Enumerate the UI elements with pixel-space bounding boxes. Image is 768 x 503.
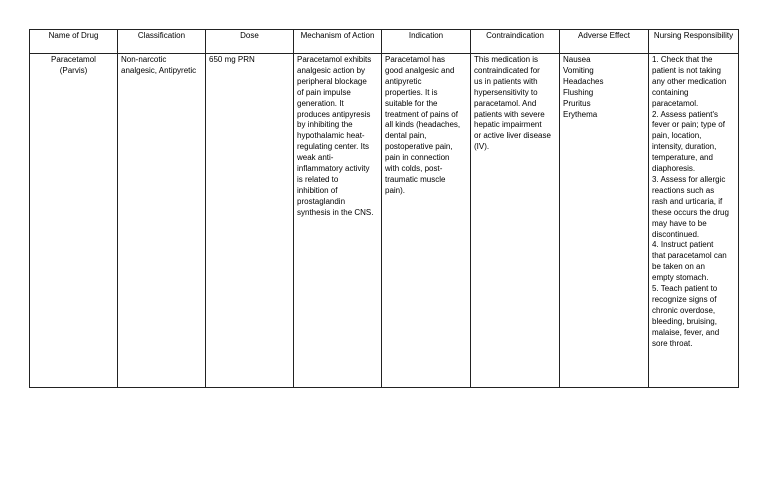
- cell-line: may have to be: [652, 218, 707, 228]
- cell-line: patient is not taking: [652, 65, 721, 75]
- cell-line: Paracetamol exhibits: [297, 55, 372, 64]
- cell-line: 1. Check that the: [652, 55, 713, 64]
- adverse-effect-cell: [560, 54, 649, 388]
- cell-line: of pain impulse: [297, 87, 351, 97]
- cell-line: empty stomach.: [652, 273, 709, 283]
- cell-line: that paracetamol can: [652, 251, 727, 261]
- cell-line: rash and urticaria, if: [652, 196, 723, 206]
- cell-line: pain in connection: [385, 153, 450, 163]
- cell-line: good analgesic and: [385, 65, 455, 75]
- header-row: [30, 30, 739, 54]
- cell-line: is related to: [297, 174, 339, 184]
- drug-name-cell: [30, 54, 118, 388]
- cell-line: us in patients with: [474, 76, 538, 86]
- cell-line: temperature, and: [652, 153, 713, 163]
- cell-line: fever or pain; type of: [652, 120, 725, 130]
- cell-line: hypersensitivity to: [474, 87, 538, 97]
- cell-line: contraindicated for: [474, 65, 540, 75]
- cell-line: traumatic muscle: [385, 174, 446, 184]
- cell-line: paracetamol. And: [474, 98, 537, 108]
- dose-cell: [206, 54, 294, 388]
- cell-line: dental pain,: [385, 131, 427, 141]
- header-classification: Classification: [118, 30, 206, 54]
- cell-line: all kinds (headaches,: [385, 120, 461, 130]
- cell-line: analgesic, Antipyretic: [121, 65, 197, 75]
- cell-line: or active liver disease: [474, 131, 551, 141]
- cell-line: discontinued.: [652, 229, 700, 239]
- cell-line: Non-narcotic: [121, 55, 167, 64]
- header-contraindication: Contraindication: [471, 30, 560, 54]
- cell-line: malaise, fever, and: [652, 327, 720, 337]
- header-indication: Indication: [382, 30, 471, 54]
- cell-line: patients with severe: [474, 109, 545, 119]
- cell-line: synthesis in the CNS.: [297, 207, 374, 217]
- cell-line: properties. It is: [385, 87, 438, 97]
- cell-line: peripheral blockage: [297, 76, 367, 86]
- cell-line: analgesic action by: [297, 65, 366, 75]
- cell-line: Paracetamol: [51, 55, 96, 64]
- cell-line: postoperative pain,: [385, 142, 453, 152]
- header-name-of-drug: Name of Drug: [30, 30, 118, 54]
- cell-line: by inhibiting the: [297, 120, 353, 130]
- cell-line: Flushing: [563, 87, 594, 97]
- header-mechanism: Mechanism of Action: [294, 30, 382, 54]
- cell-line: This medication is: [474, 55, 539, 64]
- cell-line: pain, location,: [652, 131, 702, 141]
- cell-line: these occurs the drug: [652, 207, 729, 217]
- cell-line: bleeding, bruising,: [652, 316, 717, 326]
- cell-line: Pruritus: [563, 98, 591, 108]
- header-dose: Dose: [206, 30, 294, 54]
- cell-line: Vomiting: [563, 65, 594, 75]
- cell-line: prostaglandin: [297, 196, 346, 206]
- header-adverse-effect: Adverse Effect: [560, 30, 649, 54]
- cell-line: inhibition of: [297, 185, 338, 195]
- mechanism-cell: [294, 54, 382, 388]
- cell-line: paracetamol.: [652, 98, 699, 108]
- cell-line: weak anti-: [297, 153, 334, 163]
- header-nursing-responsibility: Nursing Responsibility: [649, 30, 739, 54]
- table-row: [30, 54, 739, 388]
- contraindication-cell: [471, 54, 560, 388]
- cell-line: (IV).: [474, 142, 490, 152]
- cell-line: intensity, duration,: [652, 142, 717, 152]
- cell-line: produces antipyresis: [297, 109, 371, 119]
- cell-line: suitable for the: [385, 98, 438, 108]
- cell-line: Erythema: [563, 109, 598, 119]
- cell-line: generation. It: [297, 98, 344, 108]
- drug-card-table: [29, 29, 739, 388]
- indication-cell: [382, 54, 471, 388]
- cell-line: 4. Instruct patient: [652, 240, 714, 250]
- cell-line: Paracetamol has: [385, 55, 446, 64]
- cell-line: chronic overdose,: [652, 305, 716, 315]
- cell-line: Headaches: [563, 76, 604, 86]
- cell-line: Nausea: [563, 55, 591, 64]
- cell-line: pain).: [385, 185, 406, 195]
- cell-line: hepatic impairment: [474, 120, 542, 130]
- cell-line: recognize signs of: [652, 294, 717, 304]
- cell-line: with colds, post-: [385, 164, 443, 174]
- classification-cell: [118, 54, 206, 388]
- cell-line: reactions such as: [652, 185, 715, 195]
- cell-line: containing: [652, 87, 689, 97]
- cell-line: sore throat.: [652, 338, 693, 348]
- cell-line: regulating center. Its: [297, 142, 370, 152]
- nursing-responsibility-cell: [649, 54, 739, 388]
- cell-line: 5. Teach patient to: [652, 284, 718, 294]
- cell-line: any other medication: [652, 76, 727, 86]
- cell-line: diaphoresis.: [652, 164, 696, 174]
- cell-line: 3. Assess for allergic: [652, 174, 726, 184]
- cell-line: be taken on an: [652, 262, 705, 272]
- cell-line: 650 mg PRN: [209, 55, 255, 64]
- cell-line: inflammatory activity: [297, 164, 370, 174]
- cell-line: antipyretic: [385, 76, 422, 86]
- cell-line: (Parvis): [59, 65, 88, 75]
- cell-line: treatment of pains of: [385, 109, 458, 119]
- cell-line: 2. Assess patient's: [652, 109, 719, 119]
- cell-line: hypothalamic heat-: [297, 131, 365, 141]
